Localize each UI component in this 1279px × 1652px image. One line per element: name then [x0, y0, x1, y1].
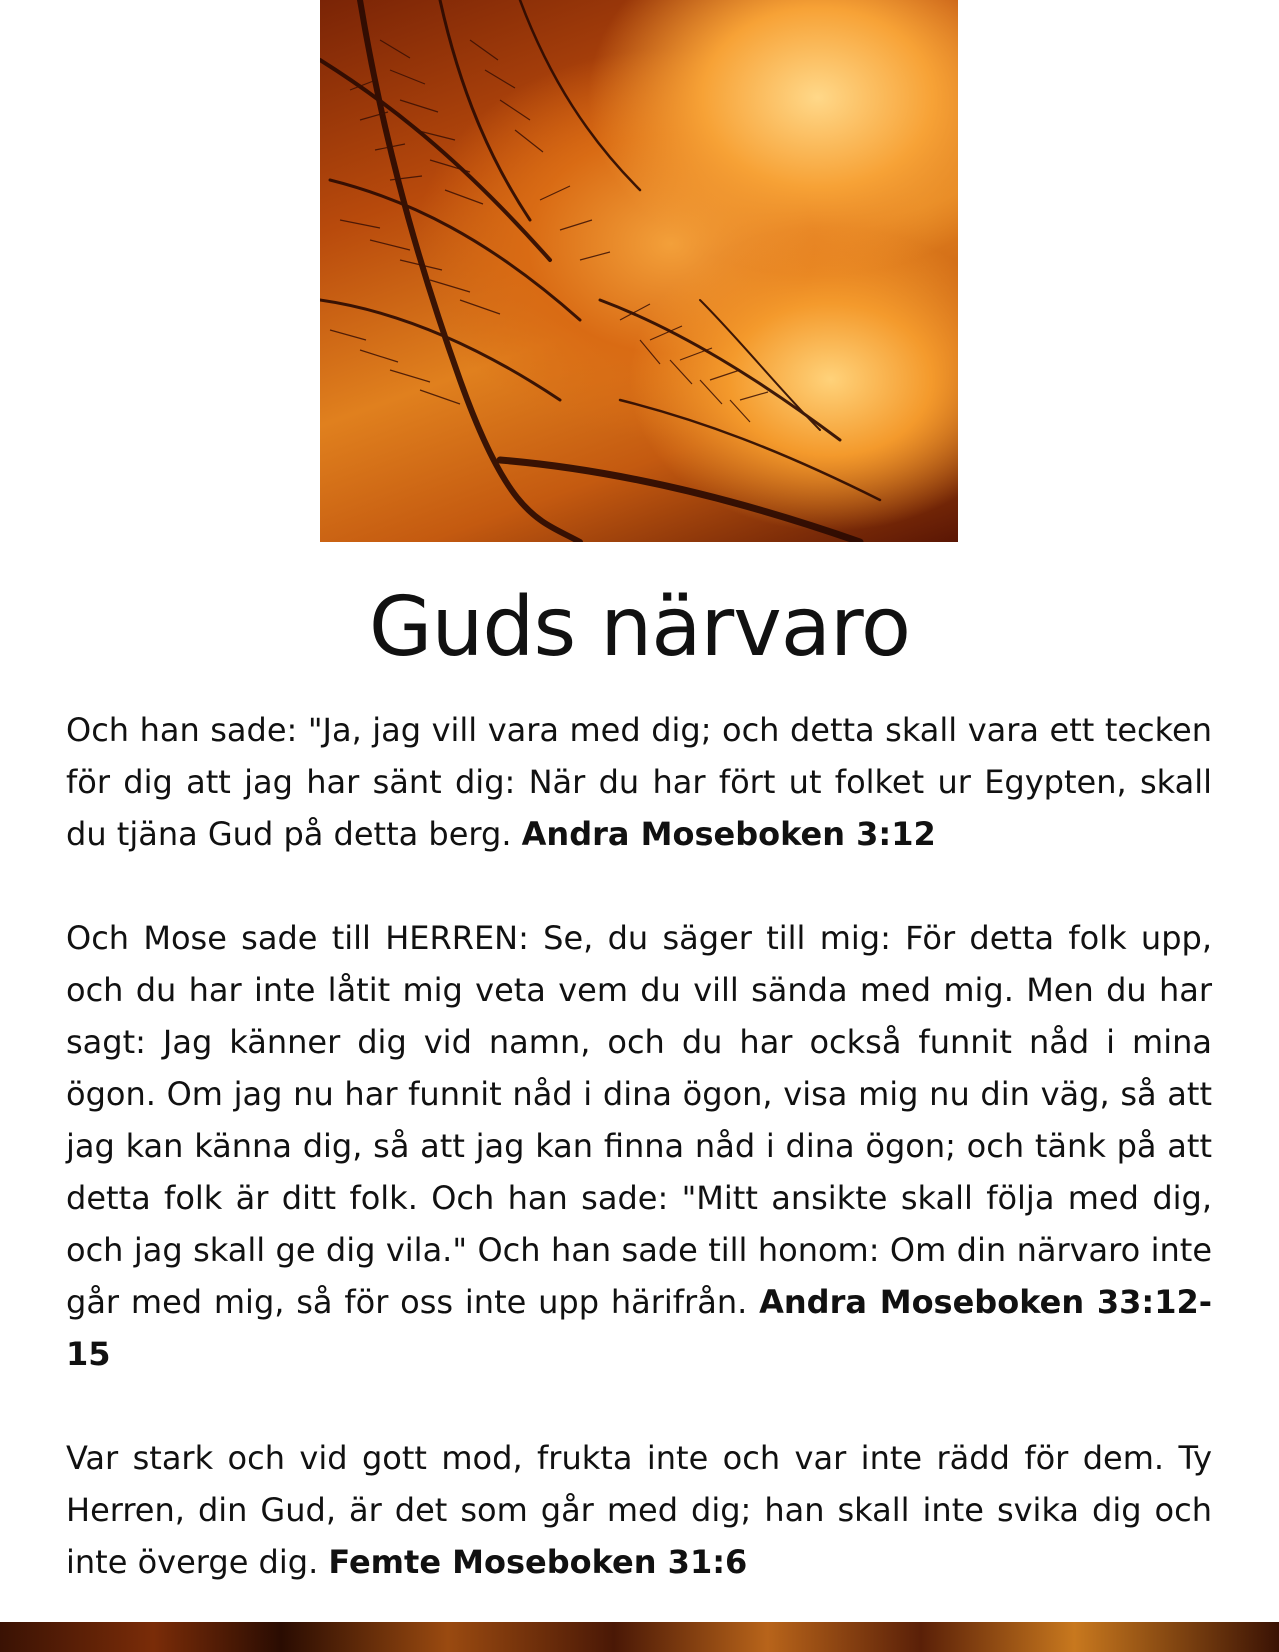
- verse-3-reference: Femte Moseboken 31:6: [328, 1543, 748, 1581]
- burning-bush-image: [320, 0, 958, 542]
- verse-1-text: Och han sade: "Ja, jag vill vara med dig; och detta skall vara ett tecken för dig att jag har sänt dig: När du har fört ut folket ur Egypten, skall du tjäna Gud på detta berg.: [66, 711, 1212, 853]
- verse-2-text: Och Mose sade till HERREN: Se, du säger till mig: För detta folk upp, och du har inte låtit mig veta vem du vill sända med mig. Men du har sagt: Jag känner dig vid namn, och du har också funnit nåd i mina ögon. Om jag nu har funnit nåd i dina ögon, visa mig nu din väg, så att jag kan känna dig, så att jag kan finna nåd i dina ögon; och tänk på att detta folk är ditt folk. Och han sade: "Mitt ansikte skall följa med dig, och jag skall ge dig vila." Och han sade till honom: Om din närvaro inte går med mig, så för oss inte upp härifrån.: [66, 919, 1212, 1321]
- verse-3: [66, 1432, 1212, 1588]
- tree-silhouette: [320, 0, 958, 542]
- verse-1-reference: Andra Moseboken 3:12: [521, 815, 936, 853]
- page-title: Guds närvaro: [368, 580, 911, 675]
- verse-3-text: Var stark och vid gott mod, frukta inte och var inte rädd för dem. Ty Herren, din Gud, är det som går med dig; han skall inte svika dig och inte överge dig.: [66, 1439, 1212, 1581]
- verse-list: [66, 704, 1212, 1588]
- verse-1: [66, 704, 1212, 860]
- bottom-fire-strip: [0, 1622, 1279, 1652]
- verse-2: [66, 912, 1212, 1380]
- verse-2-reference: Andra Moseboken 33:12-15: [66, 1283, 1213, 1373]
